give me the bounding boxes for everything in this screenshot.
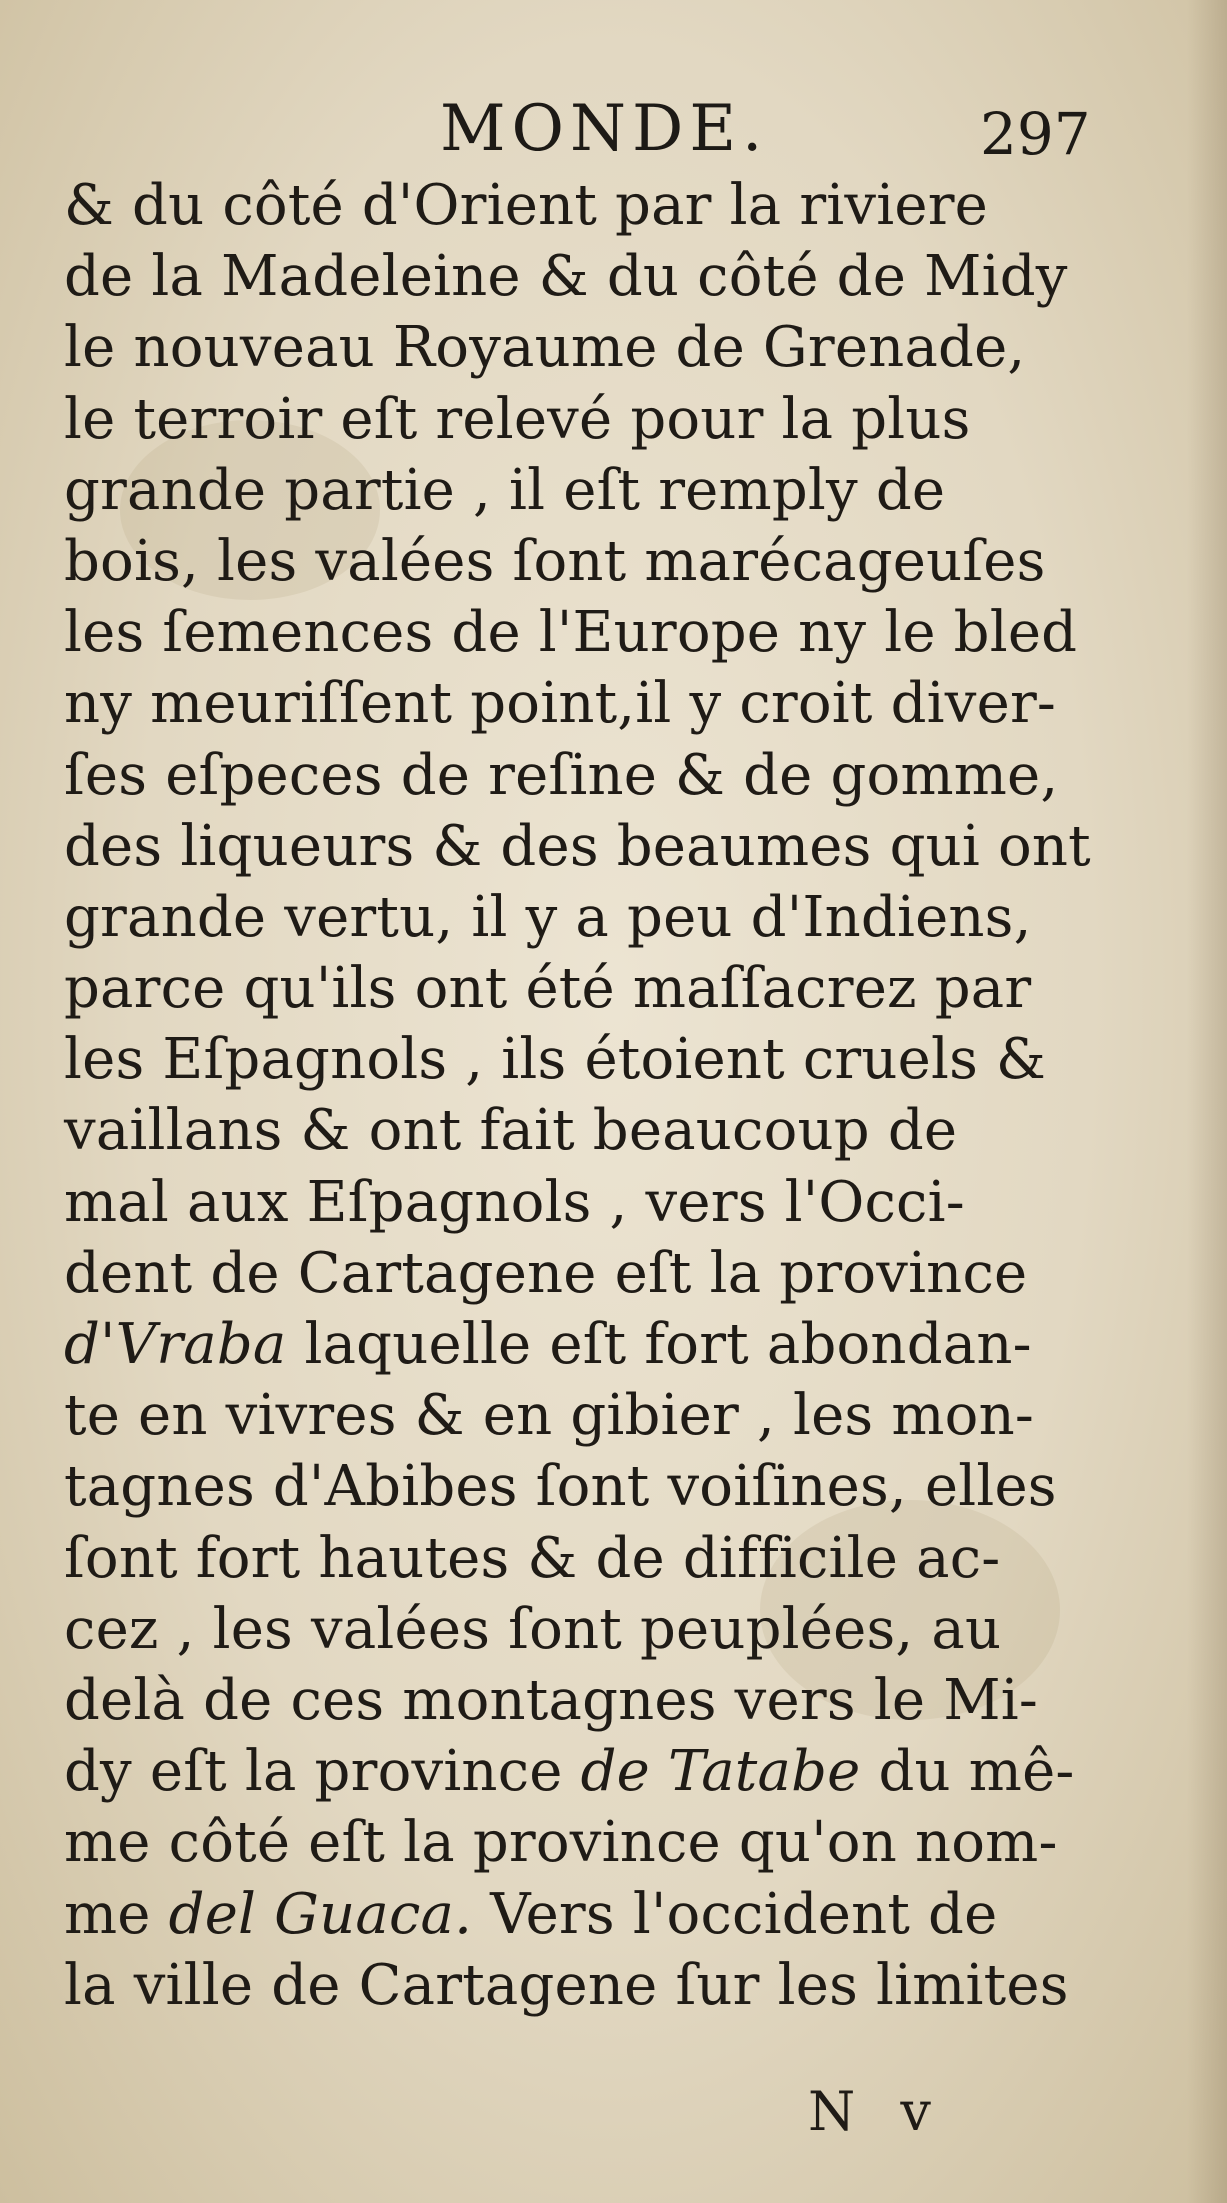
page-edge-shadow — [1187, 0, 1227, 2203]
page-header — [0, 92, 1227, 172]
text-line: dy eſt la province de Tatabe du mê- — [64, 1739, 1075, 1805]
text-line: ſes eſpeces de reſine & de gomme, — [64, 742, 1059, 808]
text-line: & du côté d'Orient par la riviere — [64, 173, 989, 238]
text-line: te en vivres & en gibier , les mon- — [64, 1383, 1034, 1449]
text-line: dent de Cartagene eſt la province — [64, 1240, 1028, 1306]
text-line: tagnes d'Abibes ſont voiſines, elles — [64, 1454, 1057, 1520]
text-line: grande vertu, il y a peu d'Indiens, — [64, 884, 1032, 950]
text-line: bois, les valées ſont marécageuſes — [64, 528, 1046, 594]
text-line: mal aux Eſpagnols , vers l'Occi- — [64, 1169, 965, 1235]
text-line: des liqueurs & des beaumes qui ont — [64, 813, 1091, 879]
text-line: d'Vraba laquelle eſt fort abondan- — [64, 1312, 1032, 1377]
running-title: MONDE. — [440, 92, 769, 166]
text-line: ny meuriſſent point,il y croit diver- — [64, 671, 1057, 737]
text-line: me del Guaca. Vers l'occident de — [64, 1881, 998, 1947]
page-number: 297 — [980, 100, 1091, 168]
place-name: d'Vraba — [64, 1312, 287, 1377]
place-name: del Guaca. — [168, 1881, 473, 1947]
text-line: la ville de Cartagene ſur les limites — [64, 1952, 1069, 2018]
text-line: ſont fort hautes & de difficile ac- — [64, 1525, 1001, 1591]
signature-mark: N v — [808, 2080, 945, 2143]
text-line: les Eſpagnols , ils étoient cruels & — [64, 1027, 1047, 1093]
text-line: les ſemences de l'Europe ny le bled — [64, 600, 1078, 666]
text-line: le terroir eſt relevé pour la plus — [64, 386, 971, 452]
text-line: me côté eſt la province qu'on nom- — [64, 1810, 1058, 1876]
text-line: le nouveau Royaume de Grenade, — [64, 315, 1026, 381]
text-line: grande partie , il eſt remply de — [64, 457, 946, 523]
text-line: vaillans & ont fait beaucoup de — [64, 1098, 958, 1164]
body-text — [64, 170, 1124, 2021]
text-line: parce qu'ils ont été maſſacrez par — [64, 956, 1032, 1022]
text-line: cez , les valées ſont peuplées, au — [64, 1596, 1002, 1662]
place-name: de Tatabe — [580, 1739, 861, 1805]
text-line: delà de ces montagnes vers le Mi- — [64, 1667, 1038, 1733]
text-line: de la Madeleine & du côté de Midy — [64, 244, 1068, 310]
